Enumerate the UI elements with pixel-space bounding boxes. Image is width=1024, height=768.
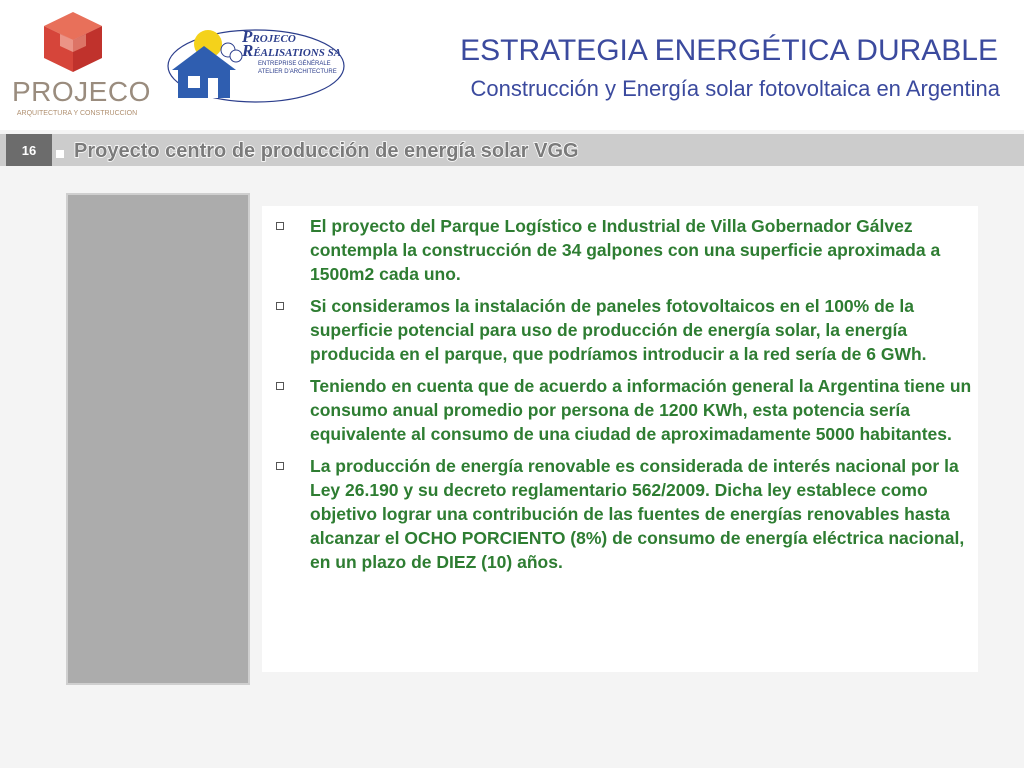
content-box [262,206,978,672]
list-item [276,294,974,366]
bullet-text: Teniendo en cuenta que de acuerdo a información general la Argentina tiene un consumo anual promedio por persona de 1200 KWh, esta potencia sería equivalente al consumo de una ciudad de aproximadamente 5000 habitantes. [310,376,972,444]
bullet-text: Si consideramos la instalación de paneles fotovoltaicos en el 100% de la superficie potencial para uso de producción de energía solar, la energía producida en el parque, que podríamos introducir a la red sería de 6 GWh. [310,296,927,364]
projeco-logo-name: PROJECO [12,76,151,107]
realisations-logo-name: PROJECO RÉALISATIONS SA [242,27,342,60]
square-bullet-icon [276,382,284,390]
section-marker-icon [56,150,64,158]
projeco-logo [0,0,150,130]
projeco-logo-tagline: ARQUITECTURA Y CONSTRUCCION [16,110,138,117]
bullet-text: La producción de energía renovable es considerada de interés nacional por la Ley 26.190 y su decreto reglamentario 562/2009. Dicha ley establece como objetivo lograr una contribución de las fuentes de energías renovables hasta alcanzar el OCHO PORCIENTO (8%) de consumo de energía eléctrica nacional, en un plazo de DIEZ (10) años. [310,456,965,572]
list-item [276,454,974,574]
bullet-text: El proyecto del Parque Logístico e Industrial de Villa Gobernador Gálvez contempla la construcción de 34 galpones con una superficie aproximada a 1500m2 cada uno. [310,216,941,284]
list-item [276,214,974,286]
section-title: Proyecto centro de producción de energía solar VGG [74,140,579,162]
page-number-badge: 16 [6,134,52,166]
realisations-logo-tagline: ENTREPRISE GÉNÉRALE ATELIER D'ARCHITECTURE [258,61,337,75]
square-bullet-icon [276,462,284,470]
slide-header [0,0,1024,130]
slide-subtitle: Construcción y Energía solar fotovoltaica en Argentina [470,76,1000,101]
image-placeholder [66,193,250,685]
red-cube-logo-icon [40,10,106,74]
square-bullet-icon [276,222,284,230]
bullet-list [276,214,974,582]
projeco-realisations-logo [166,28,346,104]
square-bullet-icon [276,302,284,310]
list-item [276,374,974,446]
slide-title: ESTRATEGIA ENERGÉTICA DURABLE [460,34,998,67]
